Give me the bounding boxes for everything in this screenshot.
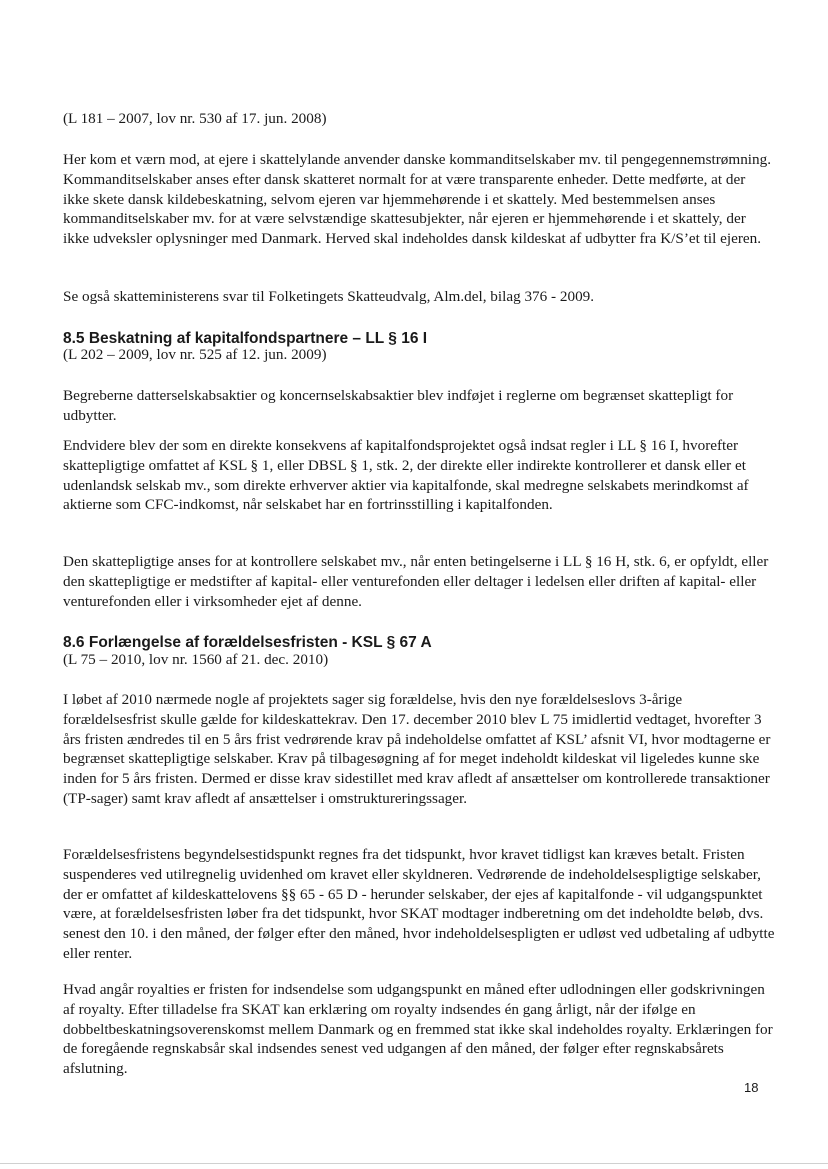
paragraph-8-5-1: Begreberne datterselskabsaktier og koncernselskabsaktier blev indføjet i reglerne om begrænset skattepligt for udbytter. bbox=[63, 387, 734, 424]
document-page bbox=[63, 0, 775, 1169]
paragraph-8-6-3: Hvad angår royalties er fristen for indsendelse som udgangspunkt en måned efter udlodningen eller godskrivningen af royalty. Efter tilladelse fra SKAT kan erklæring om royalty indsendes én gang årligt, når der ifølge en dobbeltbeskatningsoverenskomst mellem Danmark og en fremmed stat ikke skal indeholdes royalty. Erklæringen for de foregående regnskabsår skal indsendes senest ved udgangen af den måned, der følger efter regnskabsårets afslutning. bbox=[63, 981, 773, 1078]
page-bottom-rule bbox=[0, 1163, 828, 1164]
paragraph-skatteministeren: Se også skatteministerens svar til Folketingets Skatteudvalg, Alm.del, bilag 376 - 2009. bbox=[63, 288, 595, 305]
paragraph-8-6-1: I løbet af 2010 nærmede nogle af projektets sager sig forældelse, hvis den nye forældelseslovs 3-årige forældelsesfrist skulle gælde for kildeskattekrav. Den 17. december 2010 blev L 75 imidlertid vedtaget, hvorefter 3 års fristen ændredes til en 5 års frist vedrørende krav på indeholdelse omfattet af KSL’ afsnit VI, hvor modtagerne er begrænset skattepligtige selskaber. Krav på tilbagesøgning af for meget indeholdt kildeskat vil ligeledes kunne ske inden for 5 års fristen. Dermed er disse krav sidestillet med krav afledt af ansættelser om kontrollerede transaktioner (TP-sager) samt krav afledt af ansættelser i omstruktureringssager. bbox=[63, 691, 771, 807]
citation-top: (L 181 – 2007, lov nr. 530 af 17. jun. 2008) bbox=[63, 110, 327, 127]
paragraph-8-6-2: Forældelsesfristens begyndelsestidspunkt regnes fra det tidspunkt, hvor kravet tidligst kan kræves betalt. Fristen suspenderes ved utilregnelig uvidenhed om kravet eller skyldneren. Vedrørende de indeholdelsespligtige selskaber, der er omfattet af kildeskattelovens §§ 65 - 65 D - herunder selskaber, der ejes af kapitalfonde - vil udgangspunktet være, at forældelsesfristen løber fra det tidspunkt, hvor SKAT modtager indberetning om det indeholdte beløb, dvs. senest den 10. i den måned, der følger efter den måned, hvor indeholdelsespligten er udløst ved udbetaling af udbytte eller renter. bbox=[63, 846, 775, 962]
paragraph-8-5-3: Den skattepligtige anses for at kontrollere selskabet mv., når enten betingelserne i LL § 16 H, stk. 6, er opfyldt, eller den skattepligtige er medstifter af kapital- eller venturefonden eller deltager i ledelsen eller driften af kapital- eller venturefonden eller i virksomheder ejet af denne. bbox=[63, 553, 769, 610]
citation-8-6: (L 75 – 2010, lov nr. 1560 af 21. dec. 2010) bbox=[63, 651, 329, 668]
paragraph-8-5-2: Endvidere blev der som en direkte konsekvens af kapitalfondsprojektet også indsat regler i LL § 16 I, hvorefter skattepligtige omfattet af KSL § 1, eller DBSL § 1, stk. 2, der direkte eller indirekte kontrollerer et dansk eller et udenlandsk selskab mv., som direkte erhverver aktier via kapitalfonde, skal medregne selskabets merindkomst af aktierne som CFC-indkomst, når selskabet har en fortrinsstilling i kapitalfonden. bbox=[63, 437, 749, 514]
citation-8-5: (L 202 – 2009, lov nr. 525 af 12. jun. 2009) bbox=[63, 346, 327, 363]
section-heading-8-5: 8.5 Beskatning af kapitalfondspartnere – LL § 16 I bbox=[63, 330, 428, 347]
page-number: 18 bbox=[744, 1080, 759, 1095]
section-heading-8-6: 8.6 Forlængelse af forældelsesfristen - KSL § 67 A bbox=[63, 634, 432, 651]
paragraph-skattely: Her kom et værn mod, at ejere i skattelylande anvender danske kommanditselskaber mv. til pengegennemstrømning. Kommanditselskaber anses efter dansk skatteret normalt for at være transparente enheder. Dette medførte, at der ikke skete dansk kildebeskatning, selvom ejeren var hjemmehørende i et skattely. Med bestemmelsen anses kommanditselskaber mv. for at være selvstændige skattesubjekter, når ejeren er hjemmehørende i et skattely, der ikke udveksler oplysninger med Danmark. Herved skal indeholdes dansk kildeskat af udbytter fra K/S’et til ejeren. bbox=[63, 151, 771, 248]
